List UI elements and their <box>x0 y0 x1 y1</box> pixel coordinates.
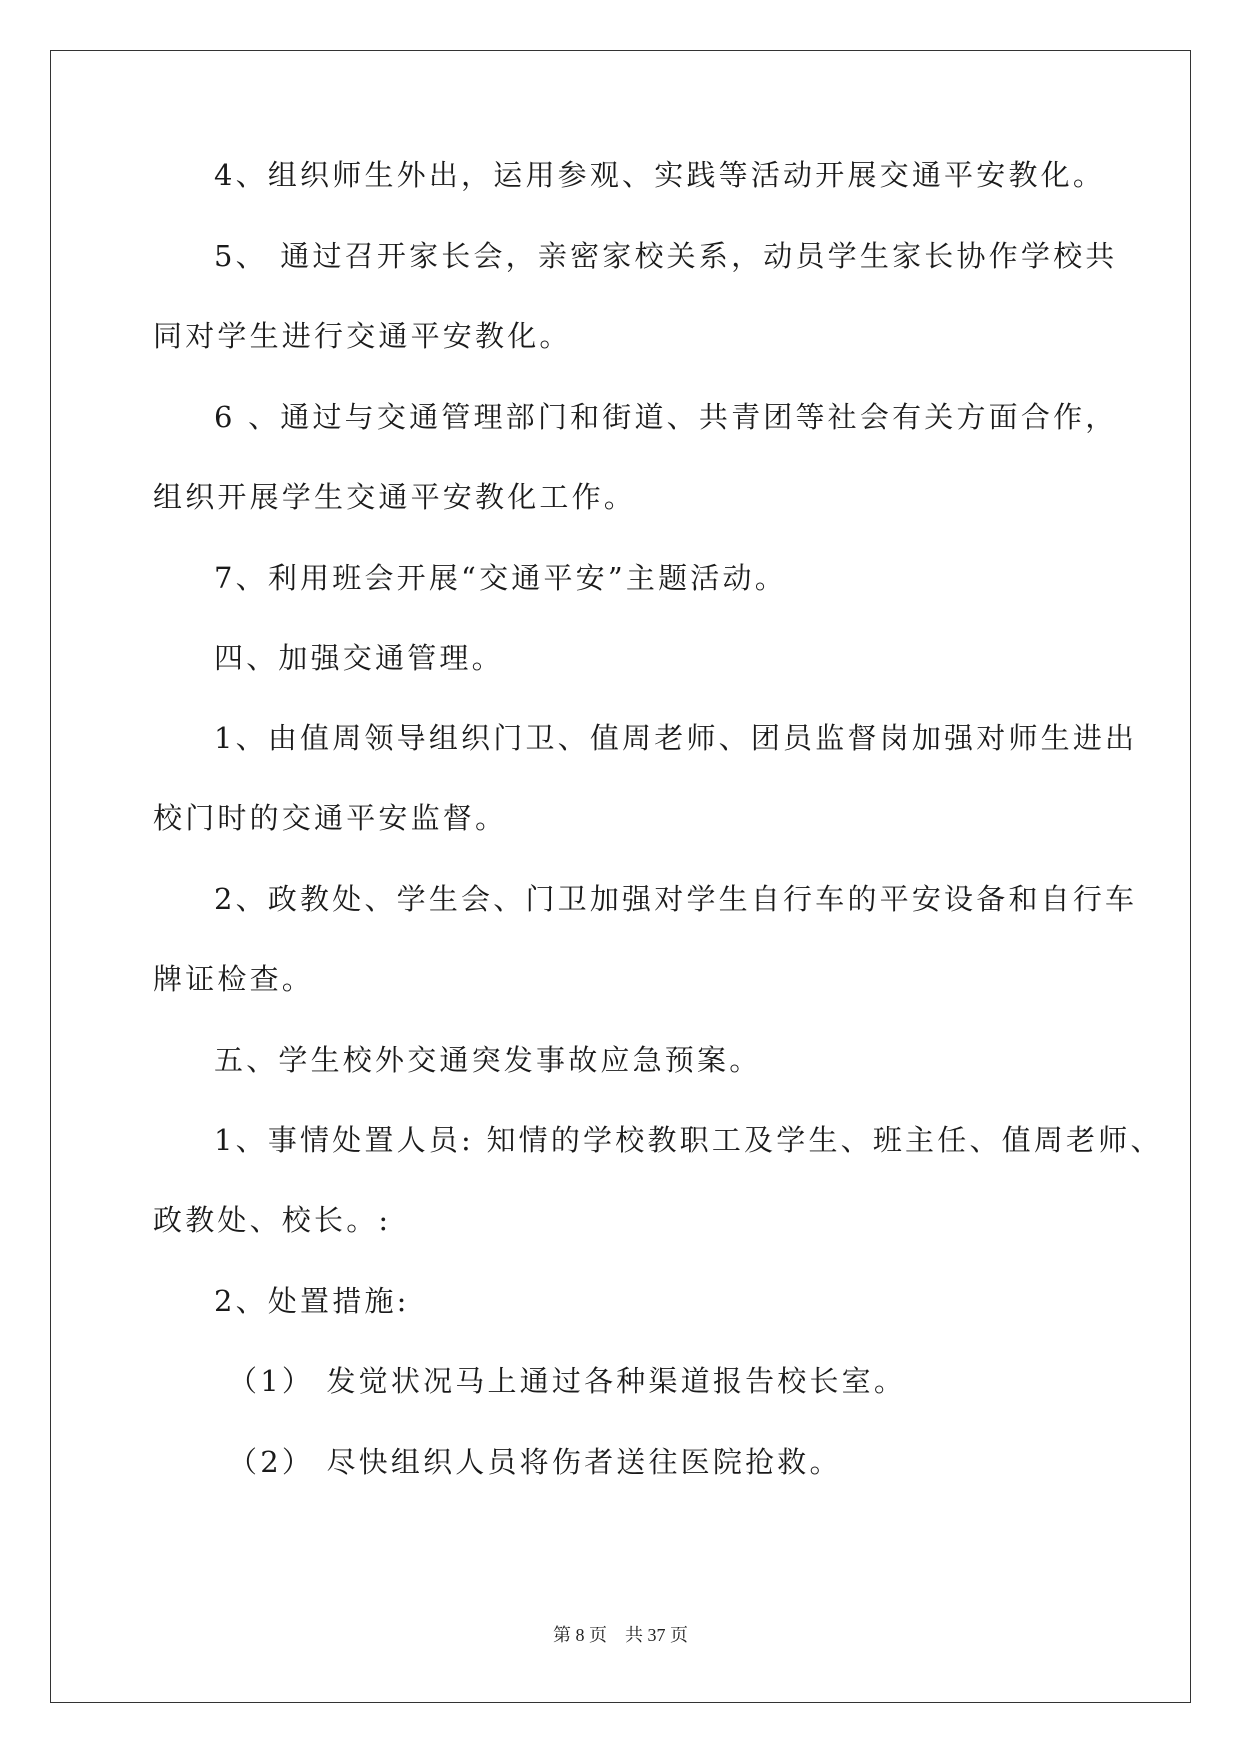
paragraph-line: 组织开展学生交通平安教化工作。 <box>153 480 637 514</box>
section-heading: 四、加强交通管理。 <box>214 641 504 675</box>
paragraph-line: 2、处置措施: <box>214 1284 410 1318</box>
section-heading: 五、学生校外交通突发事故应急预案。 <box>214 1043 762 1077</box>
paragraph-line: 政教处、校长。: <box>153 1203 392 1237</box>
list-item: （2） 尽快组织人员将伤者送往医院抢救。 <box>228 1445 842 1479</box>
paragraph-line: 1、由值周领导组织门卫、值周老师、团员监督岗加强对师生进出 <box>214 721 1138 755</box>
paragraph-line: 7、利用班会开展“交通平安”主题活动。 <box>214 561 787 595</box>
paragraph-line: 1、事情处置人员: 知情的学校教职工及学生、班主任、值周老师、 <box>214 1123 1163 1157</box>
paragraph-line: 校门时的交通平安监督。 <box>153 801 508 835</box>
paragraph-line: 同对学生进行交通平安教化。 <box>153 319 572 353</box>
paragraph-line: 4、组织师生外出，运用参观、实践等活动开展交通平安教化。 <box>214 158 1106 192</box>
paragraph-line: 5、 通过召开家长会，亲密家校关系，动员学生家长协作学校共 <box>214 239 1118 273</box>
paragraph-line: 牌证检查。 <box>153 962 315 996</box>
page-number-footer <box>0 1621 1241 1647</box>
list-item: （1） 发觉状况马上通过各种渠道报告校长室。 <box>228 1364 907 1398</box>
paragraph-line: 2、政教处、学生会、门卫加强对学生自行车的平安设备和自行车 <box>214 882 1138 916</box>
page-number-label: 第 8 页 共 37 页 <box>553 1625 688 1645</box>
paragraph-line: 6 、通过与交通管理部门和街道、共青团等社会有关方面合作， <box>214 400 1118 434</box>
